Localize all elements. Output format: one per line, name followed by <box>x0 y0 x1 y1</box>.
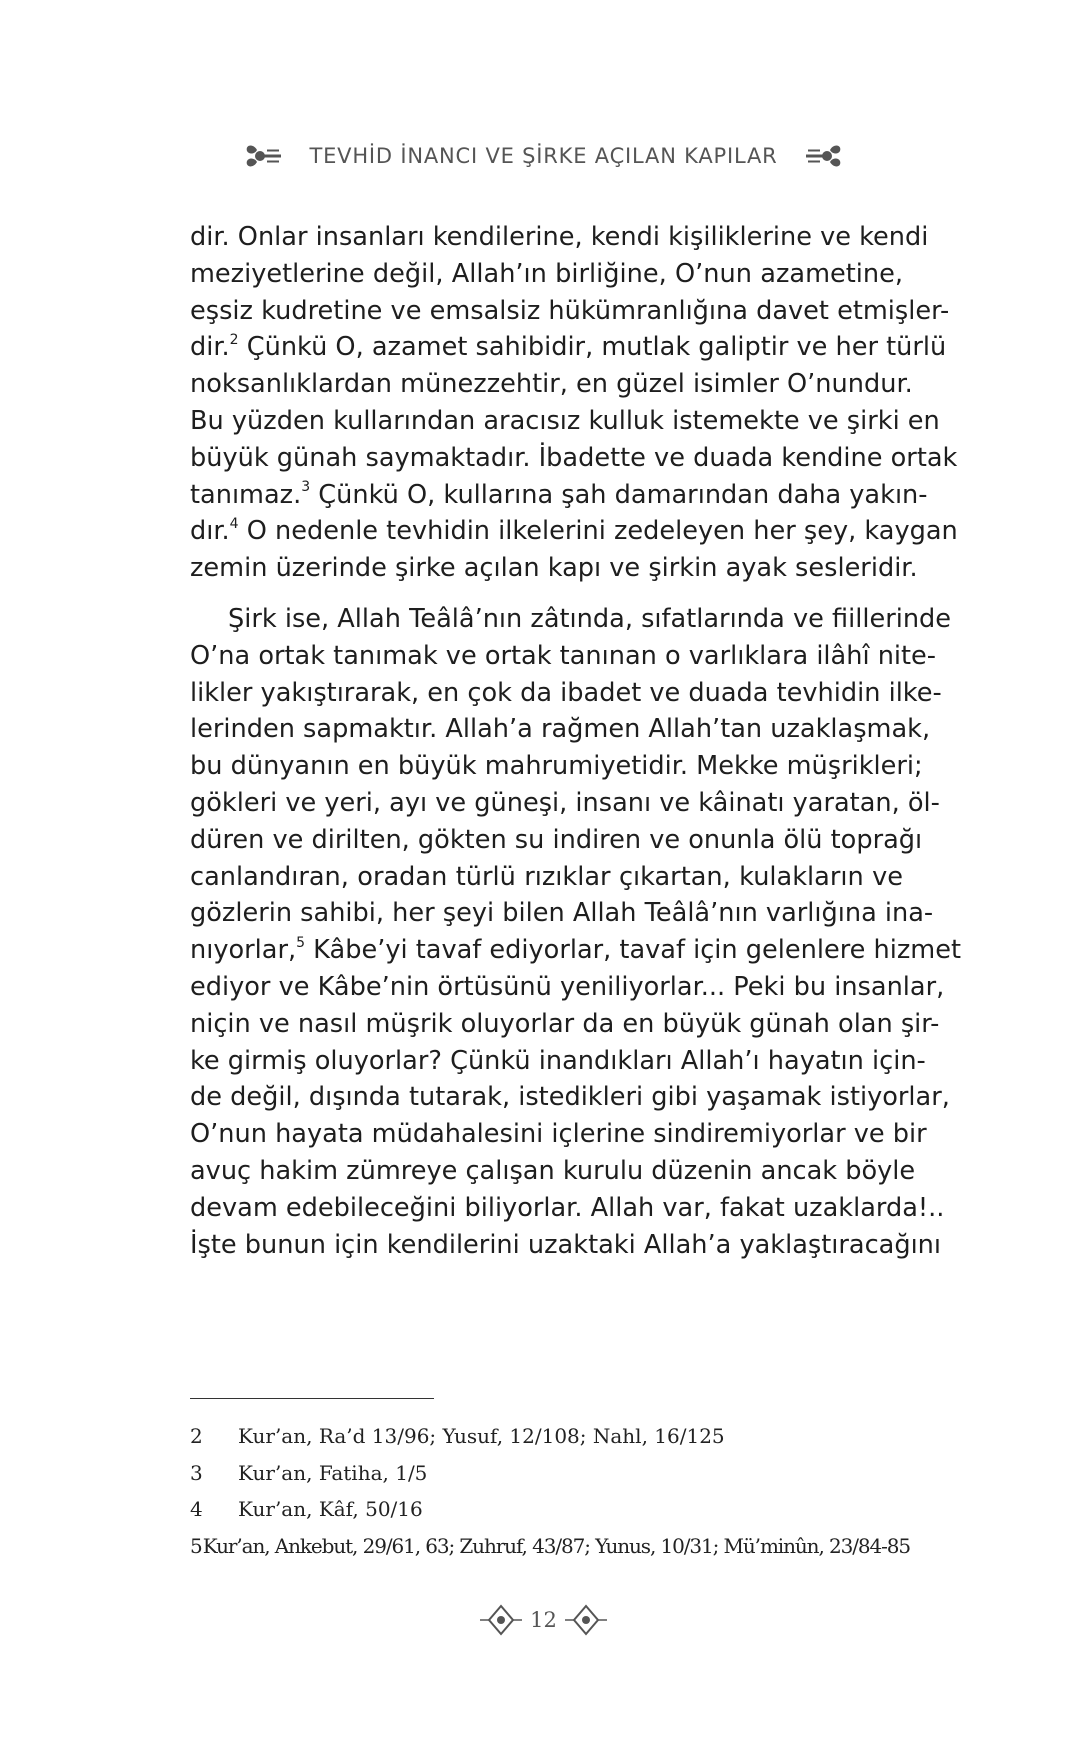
text-line: gökleri ve yeri, ayı ve güneşi, insanı ve kâinatı yaratan, öl- <box>190 787 940 818</box>
running-header-title: TEVHİD İNANCI VE ŞİRKE AÇILAN KAPILAR <box>309 144 778 168</box>
footnote-ref-5[interactable]: 5 <box>296 934 306 951</box>
text-line: O’na ortak tanımak ve ortak tanınan o varlıklara ilâhî nite- <box>190 640 937 671</box>
footnote-item <box>190 1418 910 1455</box>
footnote-text: Kur’an, Kâf, 50/16 <box>238 1497 423 1522</box>
text-line <box>190 329 947 366</box>
text-line: İşte bunun için kendilerini uzaktaki Allah’a yaklaştıracağını <box>190 1229 942 1260</box>
text-line: likler yakıştırarak, en çok da ibadet ve duada tevhidin ilke- <box>190 677 942 708</box>
text-segment: O nedenle tevhidin ilkelerini zedeleyen her şey, kaygan <box>238 516 958 547</box>
right-leaf-ornament-icon <box>804 141 844 171</box>
footnote-ref-2[interactable]: 2 <box>229 331 239 348</box>
text-segment: tanımaz. <box>190 479 302 510</box>
footnotes <box>190 1418 910 1564</box>
paragraph-gap <box>190 587 903 601</box>
text-line: bu dünyanın en büyük mahrumiyetidir. Mekke müşrikleri; <box>190 751 923 782</box>
left-leaf-ornament-icon <box>243 141 283 171</box>
footnote-item <box>190 1455 910 1492</box>
text-line: devam edebileceğini biliyorlar. Allah var, fakat uzaklarda!.. <box>190 1192 945 1223</box>
text-segment: Çünkü O, azamet sahibidir, mutlak galiptir ve her türlü <box>238 332 947 363</box>
text-line: lerinden sapmaktır. Allah’a rağmen Allah’tan uzaklaşmak, <box>190 714 931 745</box>
text-segment: dır. <box>190 516 230 547</box>
footnote-item <box>190 1491 910 1528</box>
footnote-number: 5 <box>190 1533 203 1558</box>
page-number: 12 <box>530 1608 557 1632</box>
text-line: meziyetlerine değil, Allah’ın birliğine, O’nun azametine, <box>190 258 903 289</box>
footnote-item <box>190 1528 910 1565</box>
running-header <box>0 138 1087 174</box>
text-line: büyük günah saymaktadır. İbadette ve duada kendine ortak <box>190 442 958 473</box>
footnote-text: Kur’an, Ra’d 13/96; Yusuf, 12/108; Nahl, 16/125 <box>238 1424 725 1449</box>
text-line <box>190 477 928 514</box>
footnote-text: Kur’an, Ankebut, 29/61, 63; Zuhruf, 43/87; Yunus, 10/31; Mü’minûn, 23/84-85 <box>202 1533 911 1558</box>
text-segment: dir. <box>190 332 230 363</box>
body-text <box>190 219 962 1263</box>
left-diamond-ornament-icon <box>480 1603 522 1637</box>
text-line: Şirk ise, Allah Teâlâ’nın zâtında, sıfatlarında ve fiillerinde <box>228 603 952 634</box>
text-line: ke girmiş oluyorlar? Çünkü inandıkları Allah’ı hayatın için- <box>190 1045 926 1076</box>
paragraph <box>190 601 962 1263</box>
text-line: Bu yüzden kullarından aracısız kulluk istemekte ve şirki en <box>190 405 940 436</box>
footnote-ref-4[interactable]: 4 <box>229 515 239 532</box>
text-line: eşsiz kudretine ve emsalsiz hükümranlığına davet etmişler- <box>190 295 950 326</box>
text-line: O’nun hayata müdahalesini içlerine sindiremiyorlar ve bir <box>190 1119 927 1150</box>
text-line: niçin ve nasıl müşrik oluyorlar da en büyük günah olan şir- <box>190 1008 940 1039</box>
text-segment: Kâbe’yi tavaf ediyorlar, tavaf için gelenlere hizmet <box>305 935 962 966</box>
footnote-number: 4 <box>190 1497 203 1522</box>
text-segment: Çünkü O, kullarına şah damarından daha yakın- <box>310 479 928 510</box>
paragraph <box>190 219 958 587</box>
footnote-number: 3 <box>190 1460 203 1485</box>
right-diamond-ornament-icon <box>565 1603 607 1637</box>
text-line: canlandıran, oradan türlü rızıklar çıkartan, kulakların ve <box>190 861 903 892</box>
page-footer <box>0 1600 1087 1640</box>
text-line <box>190 513 958 550</box>
text-line: de değil, dışında tutarak, istedikleri gibi yaşamak istiyorlar, <box>190 1082 950 1113</box>
footnote-text: Kur’an, Fatiha, 1/5 <box>238 1460 428 1485</box>
footnote-number: 2 <box>190 1424 203 1449</box>
text-line: dir. Onlar insanları kendilerine, kendi kişiliklerine ve kendi <box>190 222 929 252</box>
text-line: gözlerin sahibi, her şeyi bilen Allah Teâlâ’nın varlığına ina- <box>190 898 934 929</box>
text-segment: nıyorlar, <box>190 935 297 966</box>
footnote-ref-3[interactable]: 3 <box>301 479 311 496</box>
text-line: düren ve dirilten, gökten su indiren ve onunla ölü toprağı <box>190 824 923 855</box>
text-line: zemin üzerinde şirke açılan kapı ve şirkin ayak sesleridir. <box>190 553 918 584</box>
text-line: avuç hakim zümreye çalışan kurulu düzenin ancak böyle <box>190 1155 916 1186</box>
text-line: ediyor ve Kâbe’nin örtüsünü yeniliyorlar... Peki bu insanlar, <box>190 971 945 1002</box>
footnote-separator <box>190 1398 434 1399</box>
text-line: noksanlıklardan münezzehtir, en güzel isimler O’nundur. <box>190 369 913 400</box>
text-line <box>190 932 962 969</box>
